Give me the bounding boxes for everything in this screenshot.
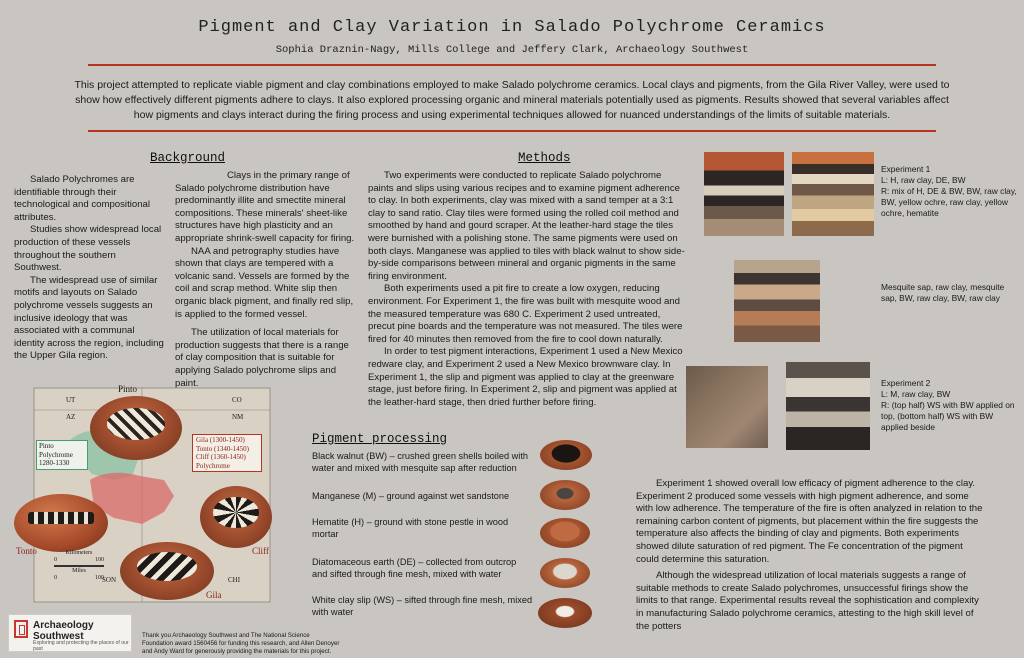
mesquite-caption: Mesquite sap, raw clay, mesquite sap, BW, raw clay, BW, raw clay (881, 282, 1005, 303)
pigment-item-4: Diatomaceous earth (DE) – collected from outcrop and sifted through fine mesh, mixed with water (312, 557, 517, 579)
background-col1-p1: Salado Polychromes are identifiable through their technological and compositional attributes. (14, 174, 150, 223)
manganese-dish-image (540, 480, 590, 510)
scale-km-label: Kilometers (65, 550, 93, 556)
white-clay-slip-dish-image (538, 598, 592, 628)
tonto-label: Tonto (16, 546, 37, 556)
background-col2-p3: The utilization of local materials for production suggests that there is a range of clay composition that is suitable for applying Salado polychrome slips and paint. (175, 327, 349, 389)
experiment2-left-tile-image (686, 366, 768, 448)
tonto-jar-image (14, 494, 108, 552)
methods-p1: Two experiments were conducted to replicate Salado polychrome paints and slips using various recipes and to examine pigment adherence to clay. In both experiments, clay was mixed with a sand temper at a 3:1 clay to sand ratio. Clay tiles were formed using the rolled coil method and smoothed by hand and gourd scraper. At the leather-hard stage the tiles were burnished with a polishing stone. The same pigments were used on both clays. Manganese was applied to tiles with black walnut to show side-by-side comparisons between mineral and organic pigments in the same firing environment. (368, 170, 685, 282)
pigment-item-3: Hematite (H) – ground with stone pestle in wood mortar (312, 517, 509, 539)
logo-mark-icon (14, 620, 28, 638)
pinto-bowl-image (90, 396, 182, 460)
experiment2-left-desc: L: M, raw clay, BW (881, 389, 951, 399)
state-label-chi: CHI (228, 576, 241, 584)
scale-mi-zero: 0 (54, 575, 57, 581)
polychrome-types-box (192, 434, 262, 472)
results-p1: Experiment 1 showed overall low efficacy of pigment adherence to the clay. Experiment 2 produced some vessels with high pigment adherence, and some with low adherence. The temperature of the fire is often analyzed in relation to the remaining carbon content of pigments, but placement within the fire suggests the temperature also affects the binding of clay and pigments. Both experiments showed dilute saturation of red pigment. The Fe concentration of the pigment could determine this saturation. (636, 478, 983, 565)
types-box-tonto-name: Tonto (196, 444, 213, 453)
cliff-label: Cliff (252, 546, 269, 556)
pinto-label: Pinto (118, 384, 138, 394)
background-col2 (175, 170, 358, 390)
logo-tagline: Exploring and protecting the places of our past (33, 640, 129, 652)
results-body (636, 478, 988, 633)
experiment2-caption (881, 378, 1017, 433)
types-box-tonto-range: (1340-1450) (213, 444, 249, 453)
tonto-jar-band (28, 512, 94, 524)
experiment1-title: Experiment 1 (881, 164, 931, 174)
state-label-ut: UT (66, 396, 76, 404)
background-col1 (14, 174, 164, 363)
pigment-item-1: Black walnut (BW) – crushed green shells boiled with water and mixed with mesquite sap after reduction (312, 451, 529, 473)
poster-authors: Sophia Draznin-Nagy, Mills College and Jeffery Clark, Archaeology Southwest (275, 44, 749, 56)
pinto-polychrome-box (36, 440, 88, 470)
scale-miles-label: Miles (72, 568, 86, 574)
pigment-heading: Pigment processing (312, 432, 448, 446)
types-box-cliff (196, 453, 258, 462)
scale-km-ticks (54, 557, 104, 564)
logo-mark-inner (19, 625, 25, 635)
background-col2-p2: NAA and petrography studies have shown that clays are tempered with a volcanic sand. Vessels are formed by the coil and scrap method. White slip then organic black pigment, and finally red slip, is applied to the formed vessel. (175, 245, 354, 320)
gila-bowl-image (120, 542, 214, 600)
methods-heading: Methods (518, 151, 571, 165)
state-label-son: SON (102, 576, 117, 584)
state-label-az: AZ (66, 413, 76, 421)
archaeology-southwest-logo (8, 614, 132, 652)
experiment1-caption (881, 164, 1017, 219)
experiment2-right-desc: R: (top half) WS with BW applied on top, (bottom half) WS with BW applied beside (881, 400, 1015, 432)
experiment1-right-tile-image (792, 152, 874, 236)
types-box-cliff-range: (1360-1450) (210, 453, 246, 461)
methods-p3: In order to test pigment interactions, Experiment 1 used a New Mexico redware clay, and Experiment 2 used a New Mexico brownware clay. In Experiment 1, the slip and pigment was applied to clay at the greenware stage, just before firing. In Experiment 2, slip and pigment was applied at the leather-hard stage, then dried further before firing. (368, 346, 683, 408)
scale-bar (54, 565, 104, 567)
cliff-bowl-image (200, 486, 272, 548)
experiment1-left-desc: L: H, raw clay, DE, BW (881, 175, 966, 185)
background-col1-p3: The widespread use of similar motifs and layouts on Salado polychrome vessels suggests an inclusive ideology that was associated with a communal identity across the region, including the Upper Gila region. (14, 274, 164, 362)
abstract-divider (88, 130, 936, 132)
results-p2: Although the widespread utilization of local materials suggests a range of suitable methods to create Salado polychromes, unsuccessful firings show the limits to that range. Experimental results reveal the sophistication and complexity in manufacturing Salado polychrome ceramics, attesting to the high skill level of the potters (636, 570, 979, 632)
background-col2-p1: Clays in the primary range of Salado polychrome distribution have predominantly illite and smectite mineral compositions. These minerals' sheet-like structures have high plasticity and an appropriate shrink-swell capacity for firing. (175, 170, 355, 244)
experiment2-right-tile-image (786, 362, 870, 450)
acknowledgement: Thank you Archaeology Southwest and The National Science Foundation award 1560456 for funding this research, and Allen Denoyer and Andy Ward for generously providing the materials for this project. (142, 632, 340, 655)
types-box-footer: Polychrome (196, 461, 230, 470)
scale-mi-hundred: 100 (95, 575, 104, 581)
mesquite-sap-tile-image (734, 260, 820, 342)
poster-title: Pigment and Clay Variation in Salado Polychrome Ceramics (198, 18, 826, 37)
black-walnut-dish-image (540, 440, 592, 470)
map-scale (54, 550, 104, 582)
experiment1-right-desc: R: mix of H, DE & BW, BW, raw clay, BW, yellow ochre, raw clay, yellow ochre, hematite (881, 186, 1017, 218)
types-box-cliff-name: Cliff (196, 453, 210, 461)
diatomaceous-earth-dish-image (540, 558, 590, 588)
scale-km-hundred: 100 (95, 557, 104, 563)
abstract: This project attempted to replicate viable pigment and clay combinations employed to make Salado polychrome ceramics. Local clays and pigments, from the Gila River Valley, were used to show how effectively different pigments adhere to clays. It also explored processing organic and mineral materials potentially used as pigments. Results showed that several variables affect how pigments and clays interact during the firing process and using experimental techniques allowed for nuanced understandings of the limits of suitable materials. (74, 79, 950, 121)
types-box-gila-range: (1300-1450) (209, 436, 245, 444)
pigment-item-2: Manganese (M) – ground against wet sandstone (312, 491, 510, 501)
types-box-gila (196, 436, 258, 445)
pinto-box-type: Polychrome (39, 450, 73, 459)
salado-distribution-map (14, 384, 272, 606)
types-box-tonto (196, 445, 258, 454)
state-label-nm: NM (232, 413, 244, 421)
background-col1-p2: Studies show widespread local production of these vessels throughout the southern Southwest. (14, 224, 162, 274)
experiment2-title: Experiment 2 (881, 378, 931, 388)
top-divider (88, 64, 936, 66)
pinto-box-dates: 1280-1330 (39, 459, 70, 467)
experiment1-left-tile-image (704, 152, 784, 236)
pigment-item-5: White clay slip (WS) – sifted through fine mesh, mixed with water (312, 595, 533, 617)
types-box-gila-name: Gila (196, 436, 209, 444)
methods-body (368, 170, 686, 409)
pinto-box-name: Pinto (39, 442, 54, 450)
gila-label: Gila (206, 590, 222, 600)
background-heading: Background (150, 151, 226, 165)
state-label-co: CO (232, 396, 242, 404)
methods-p2: Both experiments used a pit fire to create a low oxygen, reducing environment. For Experiment 1, the fire was built with mesquite wood and the measured temperature was 680 C. Experiment 2 used untreated, precut pine boards and the temperature was not measured. The tiles were fired for 40 minutes then removed from the fire to cool down naturally. (368, 283, 683, 345)
hematite-dish-image (540, 518, 590, 548)
scale-km-zero: 0 (54, 557, 57, 563)
scale-mi-ticks (54, 575, 104, 582)
logo-name: Archaeology Southwest (33, 620, 94, 642)
